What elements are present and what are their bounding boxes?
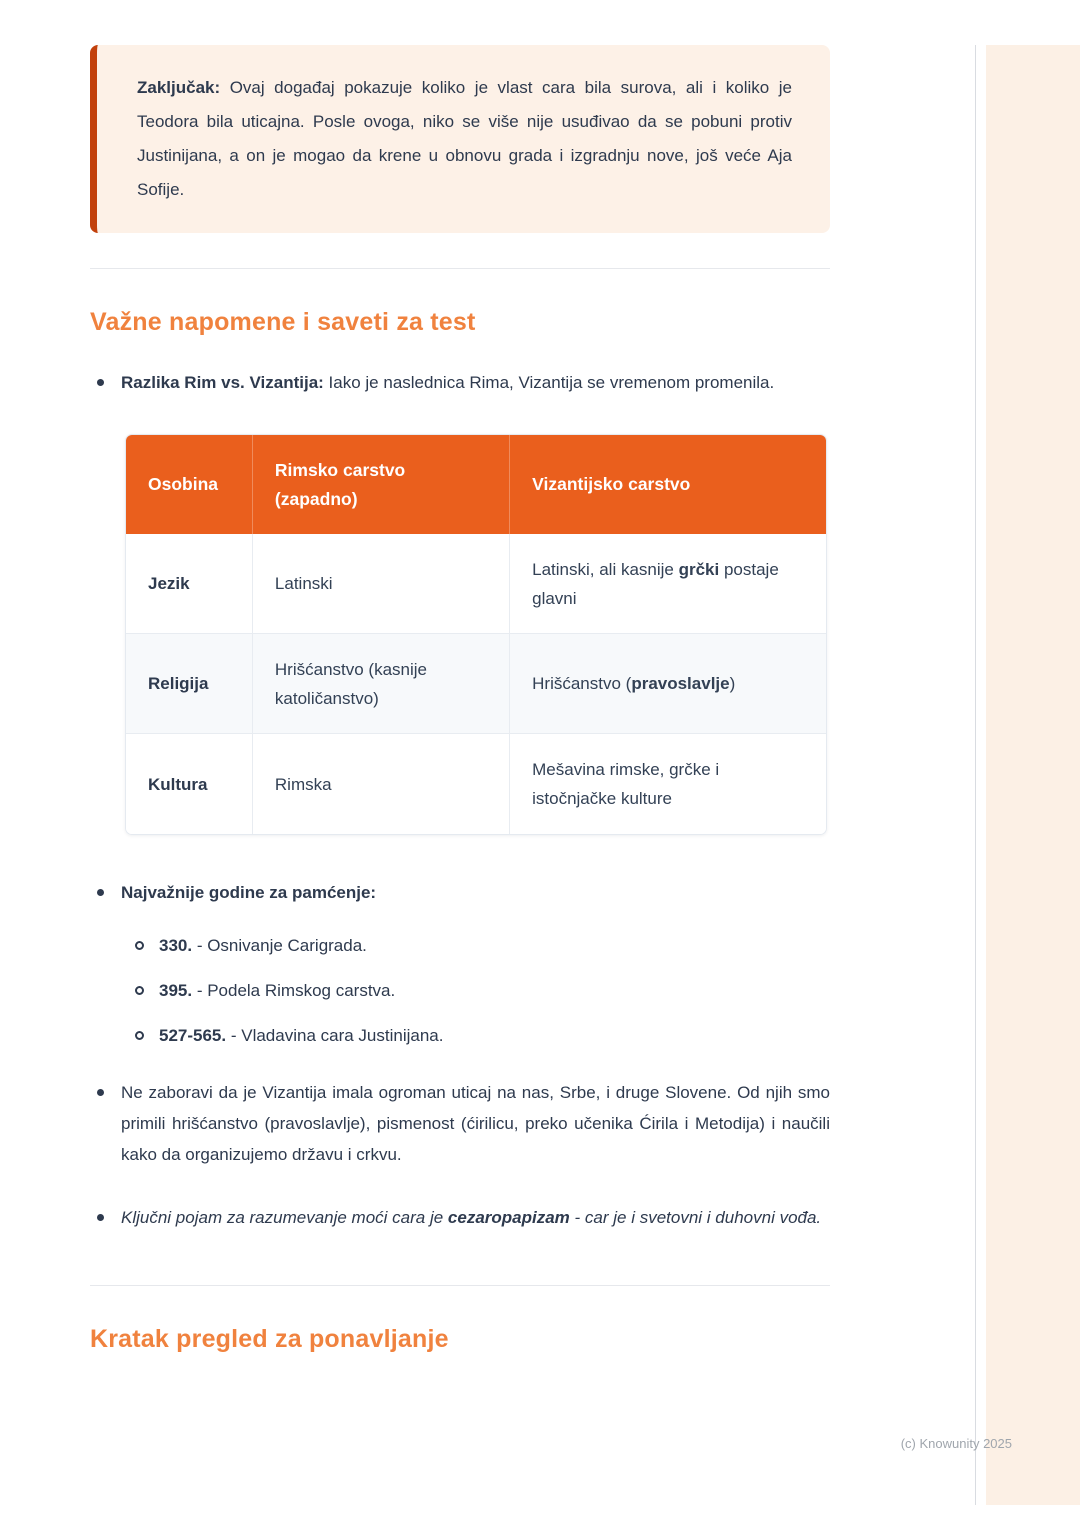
section-divider <box>90 268 830 269</box>
cell-roman: Rimska <box>253 734 510 834</box>
cell-roman: Latinski <box>253 534 510 634</box>
cell-bold-text: pravoslavlje <box>631 674 730 693</box>
cell-feature: Kultura <box>126 734 253 834</box>
timeline-item-527-565 <box>135 1021 830 1051</box>
conclusion-body: Ovaj događaj pokazuje koliko je vlast cara bila surova, ali i koliko je Teodora bila uticajna. Posle ovoga, niko se više nije usuđivao da se pobuni protiv Justinijana, a on je mogao da krene u obnovu grada i izgradnju nove, još veće Aja Sofije. <box>137 78 792 199</box>
bullet-razlika <box>90 367 830 398</box>
cell-text: postaje glavni <box>532 559 779 608</box>
table-header-vizantijsko-carstvo: Vizantijsko carstvo <box>510 435 826 534</box>
cell-text: Hrišćanstvo ( <box>532 674 632 693</box>
bullet-dot-icon <box>97 379 104 386</box>
bullet-dot-icon <box>97 1089 104 1096</box>
section-title-review: Kratak pregled za ponavljanje <box>90 1325 449 1353</box>
copyright-footer: (c) Knowunity 2025 <box>900 1436 1012 1451</box>
section-divider <box>90 1285 830 1286</box>
cell-roman: Hrišćanstvo (kasnije katoličanstvo) <box>253 634 510 734</box>
section-title-notes: Važne napomene i saveti za test <box>90 308 476 336</box>
page-margin-strip <box>986 45 1080 1505</box>
cell-feature: Jezik <box>126 534 253 634</box>
timeline-text <box>159 976 395 1006</box>
cell-byzantine <box>510 734 826 834</box>
godine-label <box>121 877 830 908</box>
bullet-dot-icon <box>97 1214 104 1221</box>
kljucni-post: - car je i svetovni i duhovni vođa. <box>569 1208 822 1227</box>
timeline-year: 527-565. <box>159 1026 227 1045</box>
page-edge-divider <box>975 45 976 1505</box>
bullet-godine <box>90 877 830 1051</box>
page-content <box>90 45 830 1354</box>
conclusion-label: Zaključak: <box>137 78 221 97</box>
kljucni-pojam-text <box>121 1202 830 1233</box>
bullet-dot-icon <box>97 889 104 896</box>
kljucni-pre: Ključni pojam za razumevanje moći cara je <box>121 1208 448 1227</box>
razlika-label: Razlika Rim vs. Vizantija: <box>121 373 324 392</box>
comparison-table <box>126 435 826 834</box>
cell-text: ) <box>729 674 736 693</box>
timeline-desc: - Osnivanje Carigrada. <box>192 936 367 955</box>
bullet-uticaj <box>90 1077 830 1170</box>
timeline-desc: - Podela Rimskog carstva. <box>192 981 396 1000</box>
timeline-item-330 <box>135 931 830 961</box>
razlika-text <box>121 367 830 398</box>
cell-byzantine <box>510 634 826 734</box>
timeline-year: 330. <box>159 936 193 955</box>
table-header-rimsko-carstvo: Rimsko carstvo (zapadno) <box>253 435 510 534</box>
cell-bold-text: grčki <box>678 559 720 579</box>
table-row-jezik <box>126 534 826 634</box>
cell-text: Latinski, ali kasnije <box>532 559 679 579</box>
timeline-text <box>159 1021 443 1051</box>
bullet-kljucni-pojam <box>90 1202 830 1233</box>
cell-text: Mešavina rimske, grčke i istočnjačke kulture <box>532 760 720 808</box>
circle-bullet-icon <box>135 986 144 995</box>
comparison-table-wrapper <box>125 434 827 835</box>
timeline-list <box>135 931 830 1051</box>
circle-bullet-icon <box>135 1031 144 1040</box>
conclusion-callout <box>90 45 830 233</box>
cell-byzantine <box>510 534 826 634</box>
timeline-desc: - Vladavina cara Justinijana. <box>226 1026 444 1045</box>
cell-feature: Religija <box>126 634 253 734</box>
timeline-year: 395. <box>159 981 193 1000</box>
godine-block <box>121 877 830 1051</box>
conclusion-text <box>137 71 792 207</box>
timeline-item-395 <box>135 976 830 1006</box>
table-header-row <box>126 435 826 534</box>
table-row-religija <box>126 634 826 734</box>
table-row-kultura <box>126 734 826 834</box>
table-header-osobina: Osobina <box>126 435 253 534</box>
godine-label-text: Najvažnije godine za pamćenje: <box>121 883 377 902</box>
uticaj-text: Ne zaboravi da je Vizantija imala ogroman uticaj na nas, Srbe, i druge Slovene. Od njih smo primili hrišćanstvo (pravoslavlje), pismenost (ćirilicu, preko učenika Ćirila i Metodija) i naučili kako da organizujemo državu i crkvu. <box>121 1083 830 1164</box>
timeline-text <box>159 931 367 961</box>
kljucni-term: cezaropapizam <box>447 1208 570 1227</box>
razlika-body: Iako je naslednica Rima, Vizantija se vremenom promenila. <box>323 373 775 392</box>
circle-bullet-icon <box>135 941 144 950</box>
